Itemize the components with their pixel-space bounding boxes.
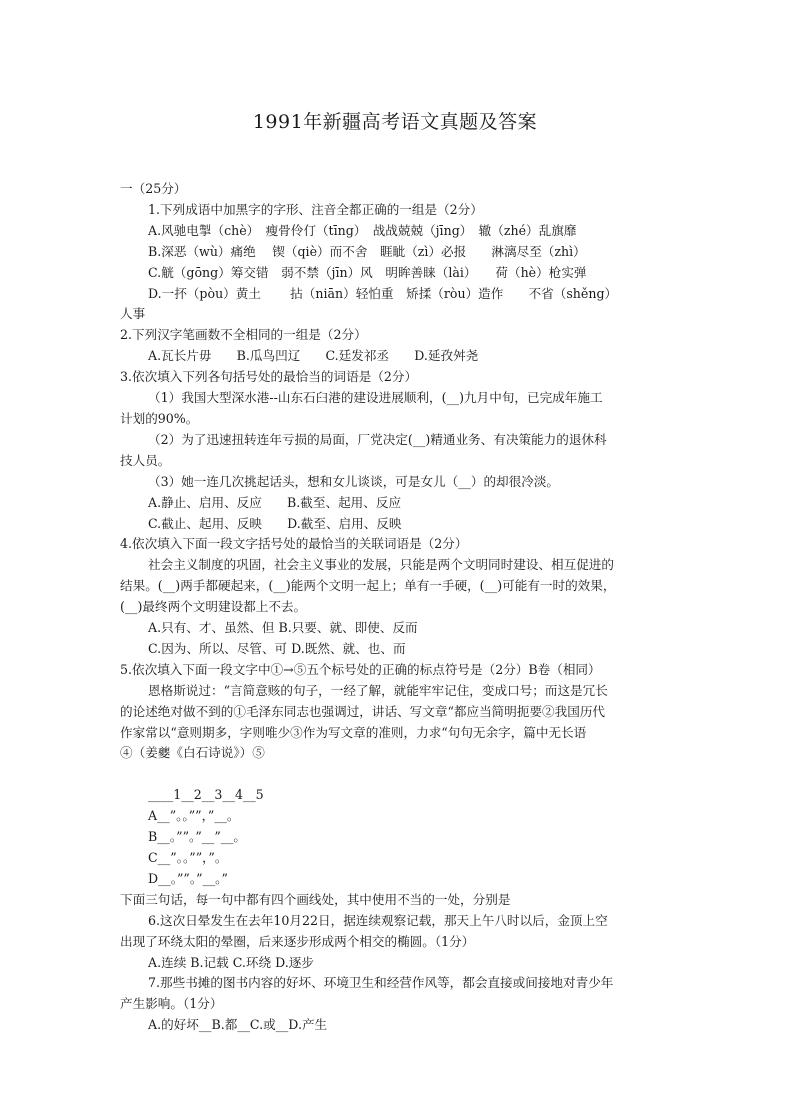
text-line: 结果。(__)两手都硬起来，(__)能两个文明一起上；单有一手硬，(__)可能有一时的效果， — [120, 578, 616, 594]
text-line: (__)最终两个文明建设都上不去。 — [120, 599, 307, 615]
text-line: 技人员。 — [120, 452, 171, 468]
text-line: （1）我国大型深水港--山东石臼港的建设进展顺利，(__)九月中旬，已完成年施工 — [148, 390, 603, 406]
text-line: D__。””。”__。” — [148, 870, 228, 886]
text-line: 产生影响。（1分） — [120, 996, 223, 1012]
text-line: A__”。。””，”__。 — [148, 808, 240, 824]
text-line: A.静止、启用、反应 B.截至、起用、反应 — [148, 494, 402, 510]
text-line: 5.依次填入下面一段文字中①→⑤五个标号处的正确的标点符号是（2分）B卷（相同） — [120, 661, 601, 677]
text-line: 人事 — [120, 306, 146, 322]
text-line: 下面三句话，每一句中都有四个画线处，其中使用不当的一处，分别是 — [120, 891, 511, 907]
text-line: 7.那些书摊的图书内容的好坏、环境卫生和经营作风等，都会直接或间接地对青少年 — [148, 975, 614, 991]
text-line: 3.依次填入下列各句括号处的最恰当的词语是（2分） — [120, 369, 418, 385]
text-line: A.瓦长片毋 B.瓜鸟凹辽 C.廷发祁丞 D.延孜舛尧 — [148, 348, 479, 364]
text-line: 6.这次日晕发生在去年10月22日，据连续观察记载，那天上午八时以后，金顶上空 — [148, 912, 608, 928]
text-line: 2.下列汉字笔画数不全相同的一组是（2分） — [120, 327, 367, 343]
text-line: 社会主义制度的巩固，社会主义事业的发展，只能是两个文明同时建设、相互促进的 — [148, 557, 614, 573]
document-body — [120, 179, 680, 1036]
text-line: C.觥（gōng）筹交错 弱不禁（jīn）风 明眸善睐（lài） 荷（hè）枪实弹 — [148, 264, 587, 280]
text-line: 1.下列成语中加黑字的字形、注音全都正确的一组是（2分） — [148, 201, 483, 217]
text-line: D.一抔（pòu）黄土 拈（niān）轻怕重 矫揉（ròu）造作 不省（shěng） — [148, 285, 618, 301]
text-line: 作家常以“意则期多，字则唯少③作为写文章的准则，力求“句句无余字，篇中无长语 — [120, 724, 587, 740]
text-line: 的论述绝对做不到的①毛泽东同志也强调过，讲话、写文章“都应当简明扼要②我国历代 — [120, 703, 606, 719]
text-line: C.截止、起用、反映 D.截至、启用、反映 — [148, 515, 402, 531]
text-line: 4.依次填入下面一段文字括号处的最恰当的关联词语是（2分） — [120, 536, 468, 552]
text-line: 恩格斯说过：“言简意赅的句子，一经了解，就能牢牢记住，变成口号；而这是冗长 — [148, 682, 608, 698]
text-line: C__”。。””，”。 — [148, 850, 228, 865]
text-line: ④（姜夔《白石诗说》）⑤ — [120, 745, 265, 761]
text-line: 出现了环绕太阳的晕圈，后来逐步形成两个相交的椭圆。（1分） — [120, 933, 475, 949]
text-line: A.的好坏__B.都__C.或__D.产生 — [148, 1017, 328, 1033]
text-line: A.只有、才、虽然、但 B.只要、就、即使、反而 — [148, 620, 418, 636]
text-line — [120, 764, 680, 785]
text-line: A.连续 B.记载 C.环绕 D.逐步 — [148, 954, 314, 970]
text-line: （2）为了迅速扭转连年亏损的局面，厂党决定(__)精通业务、有决策能力的退休科 — [148, 431, 607, 447]
page-title: 1991年新疆高考语文真题及答案 — [252, 111, 538, 133]
text-line: B__。””。”__”__。 — [148, 829, 246, 845]
text-line: C.因为、所以、尽管、可 D.既然、就、也、而 — [148, 640, 406, 656]
text-line: ____1__2__3__4__5 — [148, 787, 264, 803]
text-line: 一（25分） — [120, 181, 187, 196]
text-line: （3）她一连几次挑起话头，想和女儿谈谈，可是女儿（__）的却很冷淡。 — [148, 473, 560, 489]
text-line: 计划的90%。 — [120, 410, 199, 426]
text-line: A.风驰电掣（chè） 瘦骨伶仃（tīng） 战战兢兢（jīng） 辙（zhé）乱旗靡 — [148, 222, 577, 238]
text-line: B.深恶（wù）痛绝 锲（qiè）而不舍 睚眦（zì）必报 淋漓尽至（zhì） — [148, 243, 586, 259]
